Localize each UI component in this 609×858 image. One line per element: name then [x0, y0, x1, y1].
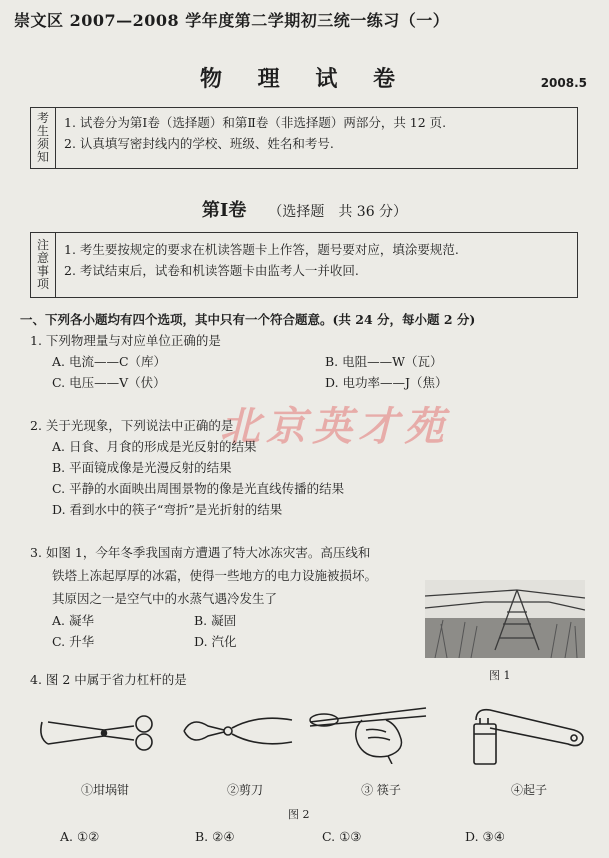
figure-1-icy-power-tower — [425, 580, 585, 658]
notice-item: 2. 认真填写密封线内的学校、班级、姓名和考号. — [64, 136, 334, 151]
q3-option-a: A. 凝华 — [52, 613, 94, 628]
q4-option-c: C. ①③ — [322, 829, 362, 844]
question-1-stem: 1. 下列物理量与对应单位正确的是 — [30, 333, 221, 348]
q3-option-c: C. 升华 — [52, 634, 95, 649]
figure-1-label: 图 1 — [489, 669, 511, 682]
q2-option-d: D. 看到水中的筷子“弯折”是光折射的结果 — [52, 502, 283, 517]
chopsticks-image — [302, 700, 432, 764]
figure-2-label: 图 2 — [288, 808, 310, 821]
candidate-notice-box — [30, 107, 578, 169]
q4-option-a: A. ①② — [60, 829, 100, 844]
q4-option-b: B. ②④ — [195, 829, 235, 844]
q1-option-d: D. 电功率——J（焦） — [325, 375, 448, 390]
notice-item: 1. 考生要按规定的要求在机读答题卡上作答，题号要对应，填涂要规范. — [64, 242, 459, 257]
q4-option-d: D. ③④ — [465, 829, 505, 844]
question-2-stem: 2. 关于光现象，下列说法中正确的是 — [30, 418, 234, 433]
attention-notice-box — [30, 232, 578, 298]
exam-title: 物 理 试 卷 — [200, 66, 409, 92]
q1-option-a: A. 电流——C（库） — [52, 354, 167, 369]
tool-label: ④起子 — [510, 783, 547, 797]
q2-option-a: A. 日食、月食的形成是光反射的结果 — [52, 439, 257, 454]
q2-option-b: B. 平面镜成像是光漫反射的结果 — [52, 460, 232, 475]
q3-option-d: D. 汽化 — [194, 634, 237, 649]
exam-header: 崇文区 2007—2008 学年度第二学期初三统一练习（一） — [14, 11, 450, 30]
exam-date: 2008.5 — [540, 76, 587, 90]
question-3-line: 铁塔上冻起厚厚的冰霜，使得一些地方的电力设施被损坏。 — [52, 568, 378, 583]
part-heading: 一、下列各小题均有四个选项，其中只有一个符合题意。(共 24 分，每小题 2 分) — [20, 312, 476, 327]
q3-option-b: B. 凝固 — [194, 613, 237, 628]
question-4-stem: 4. 图 2 中属于省力杠杆的是 — [30, 672, 187, 687]
notice-item: 1. 试卷分为第Ⅰ卷（选择题）和第Ⅱ卷（非选择题）两部分，共 12 页. — [64, 115, 447, 130]
notice-item: 2. 考试结束后，试卷和机读答题卡由监考人一并收回. — [64, 263, 359, 278]
q1-option-b: B. 电阻——W（瓦） — [325, 354, 443, 369]
pliers-image — [178, 706, 298, 756]
tool-label: ①坩埚钳 — [80, 783, 129, 797]
question-3-line: 3. 如图 1，今年冬季我国南方遭遇了特大冰冻灾害。高压线和 — [30, 545, 371, 560]
section-name: 第Ⅰ卷 — [201, 200, 247, 221]
notice-label: 注 意 事 项 — [31, 233, 56, 297]
watermark: 北京英才苑 — [220, 403, 450, 450]
crucible-tongs-image — [34, 708, 164, 758]
question-3-line: 其原因之一是空气中的水蒸气遇冷发生了 — [52, 591, 278, 606]
q1-option-c: C. 电压——V（伏） — [52, 375, 166, 390]
notice-label: 考 生 须 知 — [31, 108, 56, 168]
tool-label: ②剪刀 — [226, 783, 263, 797]
q2-option-c: C. 平静的水面映出周围景物的像是光直线传播的结果 — [52, 481, 345, 496]
bottle-opener-image — [470, 700, 590, 770]
section-title — [0, 196, 609, 222]
tool-label: ③ 筷子 — [361, 783, 401, 797]
section-subtitle: （选择题 共 36 分） — [268, 204, 408, 220]
